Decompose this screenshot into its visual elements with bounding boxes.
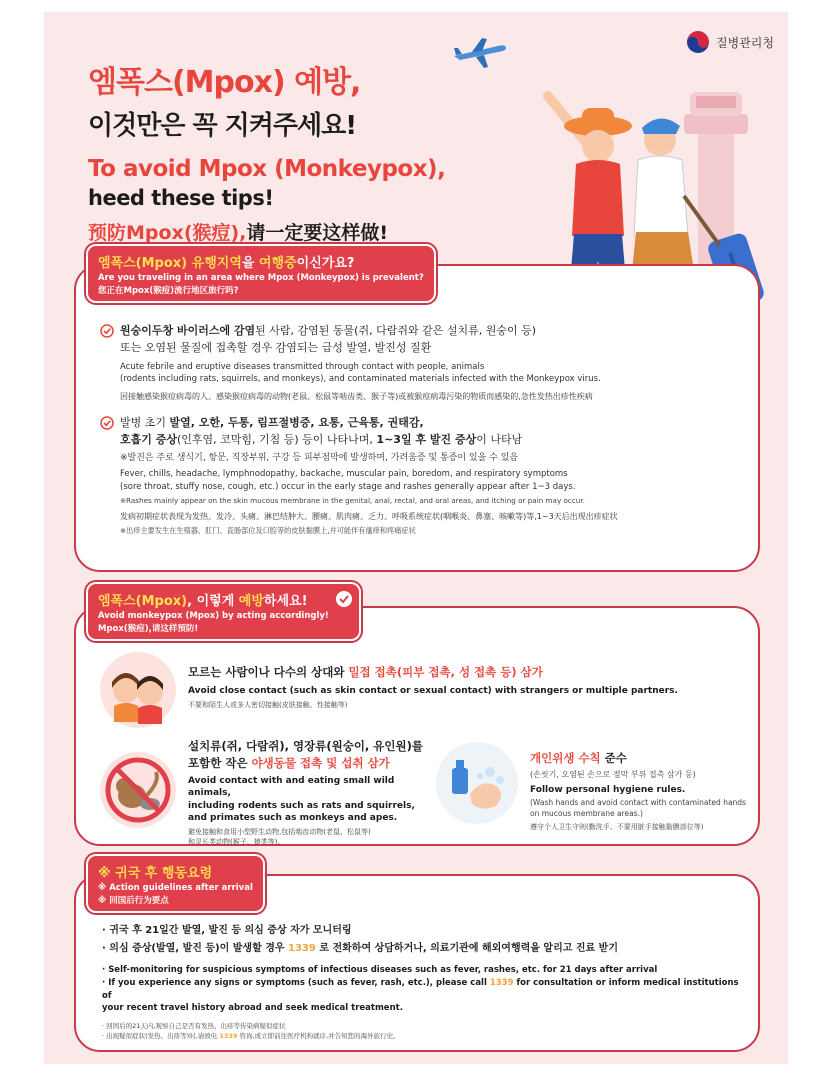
no-wild-animals-icon [100,752,176,828]
section1-tab [86,244,436,303]
headline-ko-line2: 이것만은 꼭 지켜주세요! [88,111,357,141]
headline-en-line1: To avoid Mpox (Monkeypox), [88,156,446,182]
section2-box [74,606,760,846]
tip2-ko-a: 포함한 작은 [188,755,252,770]
after-cn-line2-a: · 出现疑似症状(发热、出疹等)时,请致电 [102,1032,220,1041]
item1-ko-bold: 원숭이두창 바이러스에 감염 [120,324,256,337]
tip3-ko-sub: (손씻기, 오염된 손으로 점막 부위 접촉 삼가 등) [530,769,696,779]
section1-tab-ko-d: 이신가요? [296,256,355,271]
after-en-line2 [102,977,742,1003]
tip2-ko-line2 [188,755,440,772]
prevention-tip2 [100,738,440,848]
item1-ko-line1 [120,322,601,339]
hotline-number: 1339 [288,943,316,954]
tip1-en: Avoid close contact (such as skin contact or sexual contact) with strangers or multiple partners. [188,685,678,696]
tip3-ko [530,750,746,767]
headline-en-line2: heed these tips! [88,186,274,210]
headline [88,57,445,245]
tip1-cn: 不要和陌生人或多人密切接触(皮肤接触、性接触等) [188,700,348,709]
item2-ko-line1 [120,414,618,431]
item2-cn-note: ※出疹主要发生在生殖器、肛门、直肠部位及口腔等的皮肤黏膜上,并可能伴有瘙痒和疼痛症状 [120,525,416,535]
section1-tab-ko-b: 을 [241,256,259,271]
after-en-line3: your recent travel history abroad and seek medical treatment. [102,1003,403,1014]
tip3-ko-b: 준수 [600,751,627,765]
check-circle-icon [100,416,114,430]
item1-cn: 因接触感染猴痘病毒的人、感染猴痘病毒的动物(老鼠、松鼠等啮齿类、猴子等)或被猴痘病毒污染的物质而感染的,急性发热出疹性疾病 [120,391,593,401]
headline-cn-black: 请一定要这样做! [246,222,389,244]
section1-item1 [100,322,738,402]
hotline-number: 1339 [489,977,514,988]
section1-tab-ko-c: 여행중 [258,256,297,271]
section2-tab-ko-a: 엠폭스(Mpox) [98,594,188,609]
section3-tab [86,854,265,913]
agency-header [686,30,774,54]
section2-tab [86,582,361,641]
section2-tab-en: Avoid monkeypox (Mpox) by acting accordingly! [98,611,329,621]
section2-tab-cn: Mpox(猴痘),请这样预防! [98,624,199,634]
prevention-tip3 [436,742,746,833]
tip3-en-sub2: on mucous membrane areas.) [530,808,643,818]
item2-cn: 发病初期症状表现为发热、发冷、头痛、淋巴结肿大、腰痛、肌肉痛、乏力、呼吸系统症状(咽喉炎、鼻塞、咳嗽等)等,1~3天后出现出疹症状 [120,512,618,522]
section2-tab-ko-d: 하세요! [263,594,308,609]
section2-tab-ko-b: , 이렇게 [187,594,239,609]
tip2-cn-line1: 避免接触和食用小型野生动物,包括啮齿动物(老鼠、松鼠等) [188,827,371,836]
item2-ko-c: 호흡기 증상 [120,433,177,447]
after-ko-line2 [102,940,742,958]
after-ko-line2-b: 로 전화하여 상담하거나, 의료기관에 해외여행력을 알리고 진료 받기 [315,943,618,954]
item2-ko-note: ※발진은 주로 생식기, 항문, 직장부위, 구강 등 피부점막에 발생하며, 가려움증 및 통증이 있을 수 있음 [120,453,519,464]
section1-tab-ko-a: 엠폭스(Mpox) 유행지역 [98,256,242,271]
after-ko-line2-a: · 의심 증상(발열, 발진 등)이 발생할 경우 [102,943,289,954]
item1-en-line1: Acute febrile and eruptive diseases transmitted through contact with people, animals [120,362,485,373]
after-en-line1: · Self-monitoring for suspicious symptoms of infectious diseases such as fever, rashes, etc. for 21 days after arrival [102,965,658,975]
agency-name: 질병관리청 [716,35,774,50]
section1-tab-en: Are you traveling in an area where Mpox (Monkeypox) is prevalent? [98,273,424,283]
two-kids-icon [100,652,176,728]
headline-cn [88,218,445,245]
after-en-line2-b: for consultation or inform medical institutions of [102,977,739,1001]
section3-tab-ko: ※ 귀국 후 행동요령 [98,866,213,881]
check-badge-icon [335,590,353,608]
tip2-ko-line1: 설치류(쥐, 다람쥐), 영장류(원숭이, 유인원)를 [188,739,423,753]
section1-tab-cn: 您正在Mpox(猴痘)流行地区旅行吗? [98,286,239,296]
section2-tab-ko-c: 예방 [238,594,264,609]
section1-tab-title [98,252,424,271]
after-cn-line2-b: 咨询,或立即前往医疗机构就诊,并告知您的海外旅行史。 [237,1032,400,1041]
tip2-en-line1: Avoid contact with and eating small wild animals, [188,776,395,799]
tip2-en-line3: and primates such as monkeys and apes. [188,812,398,823]
kids-illustration [100,652,176,728]
after-en-line2-a: · If you experience any signs or symptoms (such as fever, rash, etc.), please call [102,977,490,988]
headline-ko-line1: 엠폭스(Mpox) 예방, [88,65,361,100]
section1-box [74,264,760,572]
item2-ko-a: 발병 초기 [120,416,170,430]
handwashing-icon [436,742,518,824]
item2-en-line1: Fever, chills, headache, lymphnodopathy, backache, muscular pain, boredom, and respiratory symptoms [120,469,568,480]
tip1-ko [188,664,678,681]
item2-ko-f: 이 나타남 [476,433,523,447]
item2-ko-d: (인후염, 코막힘, 기침 등) 등이 나타나며, [176,433,377,447]
hotline-number: 1339 [219,1032,238,1041]
headline-cn-red: 预防Mpox(猴痘), [88,222,247,244]
tip2-ko-b: 야생동물 접촉 및 섭취 삼가 [251,755,390,770]
handwashing-illustration [436,742,518,824]
after-cn-line2 [102,1031,742,1041]
item1-ko-rest: 된 사람, 감염된 동물(쥐, 다람쥐와 같은 설치류, 원숭이 등) [255,324,536,337]
item2-ko-b: 발열, 오한, 두통, 림프절병증, 요통, 근육통, 권태감, [169,416,424,430]
item1-en-line2: (rodents including rats, squirrels, and monkeys), and contaminated materials infected with the Monkeypox virus. [120,374,601,385]
section3-tab-en: ※ Action guidelines after arrival [98,883,253,893]
after-ko-line1: · 귀국 후 21일간 발열, 발진 등 의심 증상 자가 모니터링 [102,925,352,936]
section3-tab-cn: ※ 回国后行为要点 [98,896,169,906]
after-cn-line1: · 回国后的21天内,观察自己是否有发热、出疹等传染病疑似症状 [102,1022,286,1030]
poster [44,12,788,1064]
tip3-en-sub1: (Wash hands and avoid contact with contaminated hands [530,798,746,807]
tip1-ko-a: 모르는 사람이나 다수의 상대와 [188,665,349,679]
item2-ko-line2 [120,431,618,448]
item2-en-note: ※Rashes mainly appear on the skin mucous membrane in the genital, anal, rectal, and oral areas, and itching or pain may occur. [120,496,585,506]
section1-item2 [100,414,738,535]
tip3-cn: 遵守个人卫生守则(勤洗手、不要用脏手接触黏膜部位等) [530,823,704,831]
prevention-tip1 [100,652,700,728]
tip2-en-line2: including rodents such as rats and squirrels, [188,800,415,811]
item2-en-line2: (sore throat, stuffy nose, cough, etc.) occur in the early stage and rashes generally appear after 1~3 days. [120,481,576,492]
kdca-taegeuk-icon [686,30,710,54]
tip3-en-title: Follow personal hygiene rules. [530,784,686,795]
wild-animal-illustration [100,752,176,828]
tip3-ko-a: 개인위생 수칙 [530,751,601,765]
item2-ko-e: 1~3일 후 발진 증상 [376,433,477,447]
check-circle-icon [100,324,114,338]
section2-tab-title [98,590,329,609]
tip1-ko-b: 밀접 접촉(피부 접촉, 성 접촉 등) 삼가 [348,665,543,679]
tip2-cn-line2: 和灵长类动物(猴子、猿类等)。 [188,837,285,846]
item1-ko-line2: 또는 오염된 물질에 접촉할 경우 감염되는 급성 발열, 발진성 질환 [120,341,432,355]
